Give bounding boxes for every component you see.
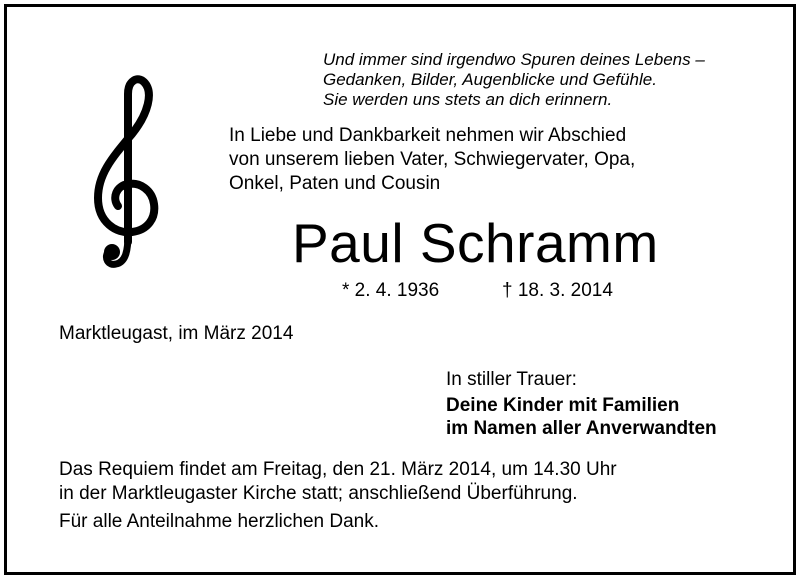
thanks-note: Für alle Anteilnahme herzlichen Dank. <box>59 511 380 532</box>
memorial-quote <box>323 50 705 110</box>
death-date: † 18. 3. 2014 <box>502 280 613 301</box>
farewell-text <box>229 124 635 196</box>
quote-line: Und immer sind irgendwo Spuren deines Lebens – <box>323 50 705 69</box>
farewell-line: Onkel, Paten und Cousin <box>229 173 441 194</box>
quote-line: Sie werden uns stets an dich erinnern. <box>323 90 613 109</box>
farewell-line: von unserem lieben Vater, Schwiegervater, Opa, <box>229 149 636 170</box>
mourning-label: In stiller Trauer: <box>446 369 577 390</box>
place-and-date: Marktleugast, im März 2014 <box>59 323 294 344</box>
mourners-line: Deine Kinder mit Familien <box>446 395 680 416</box>
deceased-name: Paul Schramm <box>292 212 659 274</box>
requiem-line: Das Requiem findet am Freitag, den 21. März 2014, um 14.30 Uhr <box>59 459 617 480</box>
treble-clef-icon <box>88 74 164 270</box>
requiem-line: in der Marktleugaster Kirche statt; anschließend Überführung. <box>59 483 578 504</box>
requiem-notice <box>59 458 617 506</box>
mourners-line: im Namen aller Anverwandten <box>446 418 717 439</box>
birth-date: * 2. 4. 1936 <box>342 280 440 301</box>
quote-line: Gedanken, Bilder, Augenblicke und Gefühle. <box>323 70 657 89</box>
farewell-line: In Liebe und Dankbarkeit nehmen wir Abschied <box>229 125 627 146</box>
mourners-signature <box>446 394 717 440</box>
